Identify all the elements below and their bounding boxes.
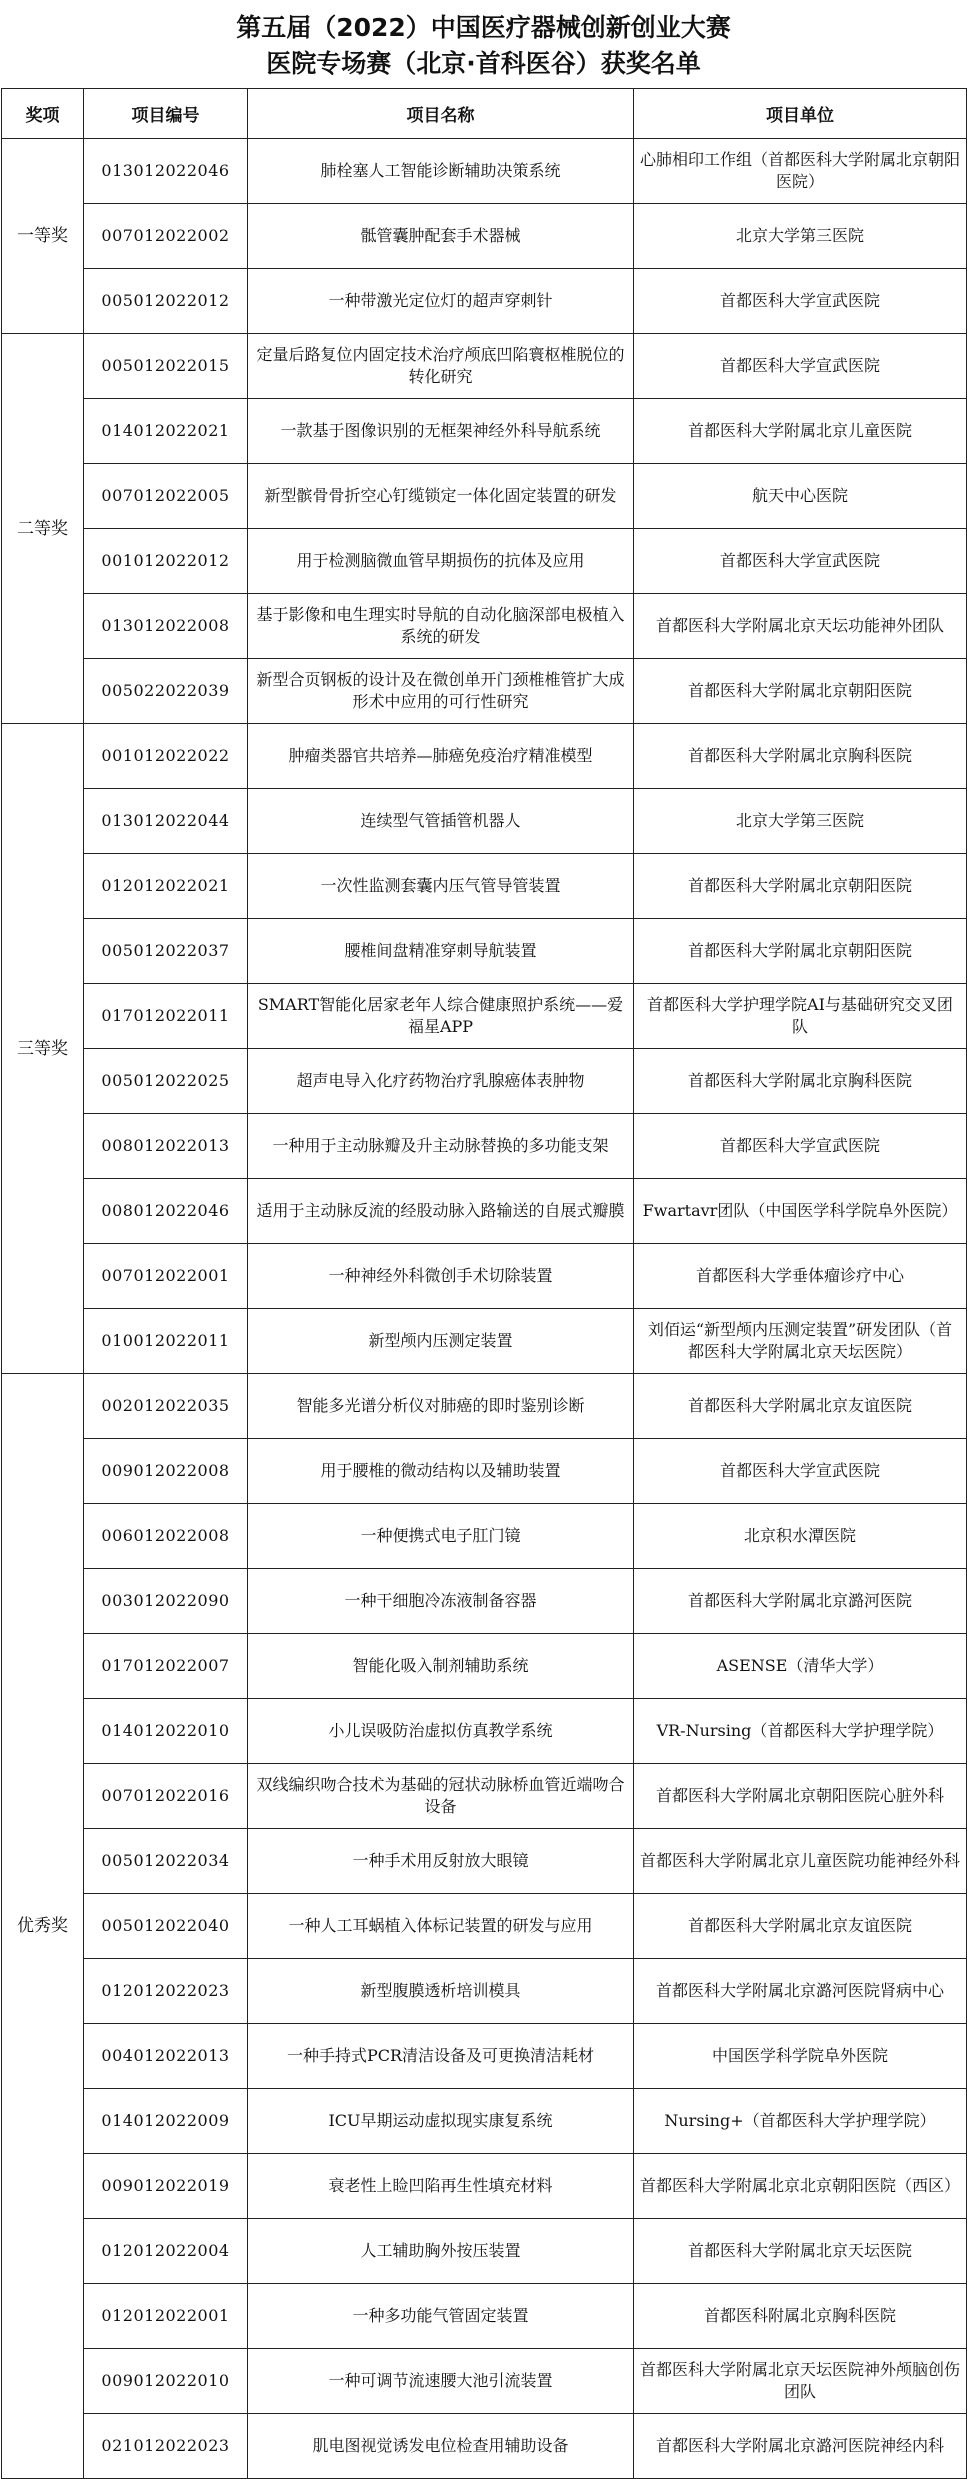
code-cell: 012012022021 (84, 854, 248, 919)
code-cell: 013012022044 (84, 789, 248, 854)
code-cell: 013012022008 (84, 594, 248, 659)
table-row (2, 1764, 967, 1829)
name-cell: 一次性监测套囊内压气管导管装置 (248, 854, 634, 919)
table-row (2, 659, 967, 724)
table-row (2, 529, 967, 594)
name-cell: 新型腹膜透析培训模具 (248, 1959, 634, 2024)
name-cell: 小儿误吸防治虚拟仿真教学系统 (248, 1699, 634, 1764)
name-cell: 用于检测脑微血管早期损伤的抗体及应用 (248, 529, 634, 594)
unit-cell: 首都医科附属北京胸科医院 (634, 2284, 967, 2349)
unit-cell: 北京大学第三医院 (634, 204, 967, 269)
award-table (1, 88, 967, 2479)
unit-cell: 首都医科大学附属北京胸科医院 (634, 1049, 967, 1114)
name-cell: 适用于主动脉反流的经股动脉入路输送的自展式瓣膜 (248, 1179, 634, 1244)
unit-cell: 首都医科大学附属北京天坛医院 (634, 2219, 967, 2284)
table-row (2, 269, 967, 334)
name-cell: 一种便携式电子肛门镜 (248, 1504, 634, 1569)
document-title (0, 0, 967, 88)
code-cell: 021012022023 (84, 2414, 248, 2479)
name-cell: 智能多光谱分析仪对肺癌的即时鉴别诊断 (248, 1374, 634, 1439)
unit-cell: 首都医科大学附属北京潞河医院肾病中心 (634, 1959, 967, 2024)
unit-cell: 首都医科大学附属北京儿童医院 (634, 399, 967, 464)
code-cell: 007012022016 (84, 1764, 248, 1829)
table-row (2, 204, 967, 269)
award-cell: 一等奖 (2, 139, 84, 334)
unit-cell: 北京大学第三医院 (634, 789, 967, 854)
code-cell: 014012022021 (84, 399, 248, 464)
name-cell: 新型颅内压测定装置 (248, 1309, 634, 1374)
award-cell: 优秀奖 (2, 1374, 84, 2479)
table-row (2, 1894, 967, 1959)
code-cell: 005012022025 (84, 1049, 248, 1114)
name-cell: 一种干细胞冷冻液制备容器 (248, 1569, 634, 1634)
name-cell: 基于影像和电生理实时导航的自动化脑深部电极植入系统的研发 (248, 594, 634, 659)
code-cell: 012012022001 (84, 2284, 248, 2349)
table-row (2, 2414, 967, 2479)
unit-cell: 首都医科大学附属北京朝阳医院心脏外科 (634, 1764, 967, 1829)
table-row (2, 789, 967, 854)
code-cell: 017012022007 (84, 1634, 248, 1699)
code-cell: 005012022015 (84, 334, 248, 399)
name-cell: 一种手持式PCR清洁设备及可更换清洁耗材 (248, 2024, 634, 2089)
table-row (2, 1309, 967, 1374)
unit-cell: 航天中心医院 (634, 464, 967, 529)
name-cell: 定量后路复位内固定技术治疗颅底凹陷寰枢椎脱位的转化研究 (248, 334, 634, 399)
table-row (2, 984, 967, 1049)
unit-cell: 首都医科大学附属北京朝阳医院 (634, 919, 967, 984)
unit-cell: 首都医科大学附属北京儿童医院功能神经外科 (634, 1829, 967, 1894)
table-row (2, 1439, 967, 1504)
name-cell: 衰老性上睑凹陷再生性填充材料 (248, 2154, 634, 2219)
table-row (2, 2024, 967, 2089)
table-row (2, 334, 967, 399)
code-cell: 005012022037 (84, 919, 248, 984)
table-row (2, 1829, 967, 1894)
award-cell: 三等奖 (2, 724, 84, 1374)
table-row (2, 919, 967, 984)
unit-cell: VR-Nursing（首都医科大学护理学院） (634, 1699, 967, 1764)
award-cell: 二等奖 (2, 334, 84, 724)
unit-cell: 首都医科大学附属北京北京朝阳医院（西区） (634, 2154, 967, 2219)
unit-cell: 刘佰运“新型颅内压测定装置”研发团队（首都医科大学附属北京天坛医院） (634, 1309, 967, 1374)
unit-cell: Nursing+（首都医科大学护理学院） (634, 2089, 967, 2154)
unit-cell: 首都医科大学宣武医院 (634, 269, 967, 334)
title-line-1: 第五届（2022）中国医疗器械创新创业大赛 (236, 13, 731, 42)
unit-cell: 首都医科大学附属北京朝阳医院 (634, 854, 967, 919)
table-row (2, 1049, 967, 1114)
code-cell: 012012022004 (84, 2219, 248, 2284)
code-cell: 007012022001 (84, 1244, 248, 1309)
code-cell: 009012022008 (84, 1439, 248, 1504)
name-cell: 肿瘤类器官共培养—肺癌免疫治疗精准模型 (248, 724, 634, 789)
table-row (2, 2349, 967, 2414)
name-cell: 肺栓塞人工智能诊断辅助决策系统 (248, 139, 634, 204)
header-code: 项目编号 (84, 89, 248, 139)
name-cell: 双线编织吻合技术为基础的冠状动脉桥血管近端吻合设备 (248, 1764, 634, 1829)
table-row (2, 1634, 967, 1699)
unit-cell: 首都医科大学护理学院AI与基础研究交叉团队 (634, 984, 967, 1049)
name-cell: 新型合页钢板的设计及在微创单开门颈椎椎管扩大成形术中应用的可行性研究 (248, 659, 634, 724)
table-row (2, 1114, 967, 1179)
code-cell: 005012022012 (84, 269, 248, 334)
name-cell: 一种神经外科微创手术切除装置 (248, 1244, 634, 1309)
table-row (2, 2154, 967, 2219)
code-cell: 008012022013 (84, 1114, 248, 1179)
name-cell: 腰椎间盘精准穿刺导航装置 (248, 919, 634, 984)
header-award: 奖项 (2, 89, 84, 139)
code-cell: 017012022011 (84, 984, 248, 1049)
unit-cell: 首都医科大学附属北京友谊医院 (634, 1894, 967, 1959)
table-row (2, 1504, 967, 1569)
unit-cell: 北京积水潭医院 (634, 1504, 967, 1569)
code-cell: 004012022013 (84, 2024, 248, 2089)
unit-cell: 首都医科大学附属北京天坛医院神外颅脑创伤团队 (634, 2349, 967, 2414)
code-cell: 005022022039 (84, 659, 248, 724)
table-row (2, 1179, 967, 1244)
table-row (2, 1699, 967, 1764)
unit-cell: 首都医科大学宣武医院 (634, 1439, 967, 1504)
code-cell: 012012022023 (84, 1959, 248, 2024)
title-line-2: 医院专场赛（北京·首科医谷）获奖名单 (266, 49, 701, 78)
name-cell: ICU早期运动虚拟现实康复系统 (248, 2089, 634, 2154)
unit-cell: ASENSE（清华大学） (634, 1634, 967, 1699)
name-cell: 一种手术用反射放大眼镜 (248, 1829, 634, 1894)
table-row (2, 594, 967, 659)
unit-cell: 首都医科大学宣武医院 (634, 1114, 967, 1179)
code-cell: 005012022034 (84, 1829, 248, 1894)
name-cell: 肌电图视觉诱发电位检查用辅助设备 (248, 2414, 634, 2479)
name-cell: 连续型气管插管机器人 (248, 789, 634, 854)
table-row (2, 2219, 967, 2284)
unit-cell: 中国医学科学院阜外医院 (634, 2024, 967, 2089)
name-cell: 新型髌骨骨折空心钉缆锁定一体化固定装置的研发 (248, 464, 634, 529)
name-cell: 一种人工耳蜗植入体标记装置的研发与应用 (248, 1894, 634, 1959)
name-cell: 一种带激光定位灯的超声穿刺针 (248, 269, 634, 334)
name-cell: 用于腰椎的微动结构以及辅助装置 (248, 1439, 634, 1504)
code-cell: 002012022035 (84, 1374, 248, 1439)
unit-cell: 心肺相印工作组（首都医科大学附属北京朝阳医院） (634, 139, 967, 204)
unit-cell: 首都医科大学附属北京友谊医院 (634, 1374, 967, 1439)
header-name: 项目名称 (248, 89, 634, 139)
code-cell: 009012022010 (84, 2349, 248, 2414)
code-cell: 014012022009 (84, 2089, 248, 2154)
name-cell: 一款基于图像识别的无框架神经外科导航系统 (248, 399, 634, 464)
name-cell: 骶管囊肿配套手术器械 (248, 204, 634, 269)
code-cell: 007012022005 (84, 464, 248, 529)
code-cell: 010012022011 (84, 1309, 248, 1374)
code-cell: 013012022046 (84, 139, 248, 204)
code-cell: 001012022012 (84, 529, 248, 594)
name-cell: 人工辅助胸外按压装置 (248, 2219, 634, 2284)
table-row (2, 1244, 967, 1309)
unit-cell: 首都医科大学附属北京潞河医院 (634, 1569, 967, 1634)
code-cell: 005012022040 (84, 1894, 248, 1959)
table-header-row (2, 89, 967, 139)
unit-cell: 首都医科大学附属北京胸科医院 (634, 724, 967, 789)
unit-cell: 首都医科大学附属北京天坛功能神外团队 (634, 594, 967, 659)
code-cell: 001012022022 (84, 724, 248, 789)
unit-cell: 首都医科大学宣武医院 (634, 529, 967, 594)
table-row (2, 1374, 967, 1439)
name-cell: 一种多功能气管固定装置 (248, 2284, 634, 2349)
code-cell: 014012022010 (84, 1699, 248, 1764)
table-row (2, 399, 967, 464)
name-cell: 智能化吸入制剂辅助系统 (248, 1634, 634, 1699)
code-cell: 003012022090 (84, 1569, 248, 1634)
table-row (2, 464, 967, 529)
unit-cell: 首都医科大学垂体瘤诊疗中心 (634, 1244, 967, 1309)
table-row (2, 2284, 967, 2349)
table-body (2, 139, 967, 2479)
name-cell: 一种可调节流速腰大池引流装置 (248, 2349, 634, 2414)
table-row (2, 139, 967, 204)
unit-cell: 首都医科大学附属北京潞河医院神经内科 (634, 2414, 967, 2479)
code-cell: 009012022019 (84, 2154, 248, 2219)
table-row (2, 854, 967, 919)
unit-cell: 首都医科大学附属北京朝阳医院 (634, 659, 967, 724)
name-cell: SMART智能化居家老年人综合健康照护系统——爱福星APP (248, 984, 634, 1049)
name-cell: 超声电导入化疗药物治疗乳腺癌体表肿物 (248, 1049, 634, 1114)
table-row (2, 724, 967, 789)
code-cell: 007012022002 (84, 204, 248, 269)
name-cell: 一种用于主动脉瓣及升主动脉替换的多功能支架 (248, 1114, 634, 1179)
table-row (2, 2089, 967, 2154)
unit-cell: Fwartavr团队（中国医学科学院阜外医院） (634, 1179, 967, 1244)
code-cell: 008012022046 (84, 1179, 248, 1244)
table-row (2, 1569, 967, 1634)
code-cell: 006012022008 (84, 1504, 248, 1569)
table-row (2, 1959, 967, 2024)
unit-cell: 首都医科大学宣武医院 (634, 334, 967, 399)
header-unit: 项目单位 (634, 89, 967, 139)
